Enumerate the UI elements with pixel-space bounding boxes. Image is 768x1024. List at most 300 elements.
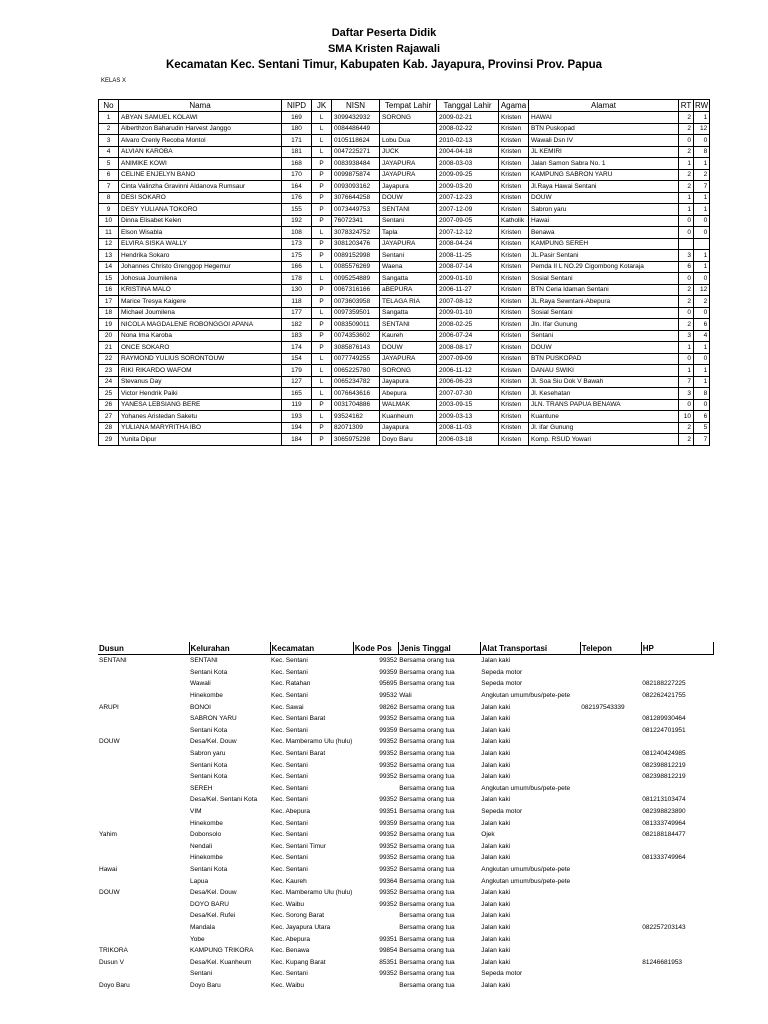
address-cell: 99352 <box>379 831 398 839</box>
address-cell: Bersama orang tua <box>399 715 455 723</box>
address-cell: 082257203143 <box>642 923 686 931</box>
address-cell <box>641 887 713 899</box>
student-cell: 2006-11-12 <box>437 365 499 377</box>
student-cell: 0099875874 <box>332 169 380 181</box>
address-cell: Yobe <box>190 935 205 943</box>
student-cell: Michael Joumilena <box>119 307 282 319</box>
student-cell: 3 <box>679 388 694 400</box>
student-cell: 2 <box>679 112 694 124</box>
student-cell: P <box>312 342 332 354</box>
address-cell: Wawali <box>190 680 211 688</box>
student-cell: ALVIAN KAROBA <box>119 146 282 158</box>
student-cell: 14 <box>99 261 119 273</box>
student-cell: Katholik <box>499 215 529 227</box>
student-cell: RAYMOND YULIUS SORONTOUW <box>119 353 282 365</box>
address-cell: 081333749964 <box>642 819 686 827</box>
address-cell: Bersama orang tua <box>399 703 455 711</box>
student-cell: 2 <box>679 123 694 135</box>
address-cell <box>580 806 641 818</box>
address-cell: Jalan kaki <box>481 958 511 966</box>
address-cell: Kec. Sentani <box>271 970 308 978</box>
student-cell: Kristen <box>499 342 529 354</box>
student-cell: 10 <box>99 215 119 227</box>
student-cell: Victor Hendrik Paiki <box>119 388 282 400</box>
address-cell: 082398812219 <box>642 761 686 769</box>
student-cell <box>380 123 437 135</box>
student-cell: P <box>312 250 332 262</box>
address-cell: Jalan kaki <box>481 923 511 931</box>
student-cell: 1 <box>694 192 710 204</box>
address-cell: 082188184477 <box>642 831 686 839</box>
table-row <box>98 806 713 818</box>
address-cell: SABRON YARU <box>190 715 237 723</box>
address-cell: Angkutan umum/bus/pete-pete <box>481 865 571 873</box>
student-cell: Kuanheum <box>380 411 437 423</box>
address-cell: Sentani Kota <box>190 726 228 734</box>
address-cell <box>580 922 641 934</box>
address-cell: Bersama orang tua <box>399 854 455 862</box>
student-cell: 5 <box>694 422 710 434</box>
address-cell <box>580 933 641 945</box>
address-cell: Hinekombe <box>190 819 223 827</box>
address-cell <box>580 713 641 725</box>
table-row <box>98 655 713 667</box>
student-cell: 2008-11-03 <box>437 422 499 434</box>
table-row <box>99 273 710 285</box>
address-cell: Kec. Kaureh <box>271 877 307 885</box>
address-cell <box>641 667 713 679</box>
student-table <box>98 99 710 446</box>
address-cell: Kec. Waibu <box>271 900 304 908</box>
student-cell: L <box>312 227 332 239</box>
student-cell: 2008-07-14 <box>437 261 499 273</box>
address-cell: Bersama orang tua <box>399 726 455 734</box>
student-cell: 154 <box>282 353 312 365</box>
table-row <box>99 158 710 170</box>
student-cell: P <box>312 319 332 331</box>
student-cell: 2006-03-18 <box>437 434 499 446</box>
student-cell: Kristen <box>499 158 529 170</box>
student-cell: L <box>312 123 332 135</box>
student-cell: Kristen <box>499 123 529 135</box>
student-cell: BTN Puskopad <box>529 123 679 135</box>
student-cell: 2006-11-27 <box>437 284 499 296</box>
address-cell: SENTANI <box>99 657 127 665</box>
student-cell: Jln. Ifar Gunung <box>529 319 679 331</box>
address-cell <box>580 852 641 864</box>
student-cell: P <box>312 296 332 308</box>
student-cell: 175 <box>282 250 312 262</box>
address-cell <box>641 701 713 713</box>
student-cell: Johannes Christo Grenggop Hegemur <box>119 261 282 273</box>
address-cell: Kec. Mamberamo Ulu (hulu) <box>271 738 353 746</box>
student-cell: 0074353602 <box>332 330 380 342</box>
student-cell: 181 <box>282 146 312 158</box>
address-cell <box>98 759 189 771</box>
student-cell: 0065225780 <box>332 365 380 377</box>
student-cell: P <box>312 330 332 342</box>
student-cell: JL KEMIRI <box>529 146 679 158</box>
table-row <box>99 112 710 124</box>
student-cell: CELINE ENJELYN BANO <box>119 169 282 181</box>
address-cell: 99352 <box>379 773 398 781</box>
student-cell: P <box>312 215 332 227</box>
address-cell: Bersama orang tua <box>399 831 455 839</box>
address-cell <box>580 655 641 667</box>
address-cell: Desa/Kel. Douw <box>190 889 237 897</box>
student-cell: aBEPURA <box>380 284 437 296</box>
address-cell: Jalan kaki <box>481 981 511 989</box>
student-cell: Kristen <box>499 434 529 446</box>
student-cell: 6 <box>679 261 694 273</box>
table-row <box>98 713 713 725</box>
student-cell: 155 <box>282 204 312 216</box>
address-cell: DOYO BARU <box>190 900 230 908</box>
student-cell: Stevanus Day <box>119 376 282 388</box>
address-cell: Kec. Mamberamo Ulu (hulu) <box>271 889 353 897</box>
student-cell: Sangatta <box>380 273 437 285</box>
address-cell: Nendali <box>190 842 213 850</box>
address-cell: Jalan kaki <box>481 726 511 734</box>
address-cell: Kec. Waibu <box>271 981 304 989</box>
address-cell: Jalan kaki <box>481 715 511 723</box>
student-cell <box>679 238 694 250</box>
student-cell: WALMAK <box>380 399 437 411</box>
address-cell: Kec. Sawai <box>271 703 304 711</box>
address-cell: 081333749964 <box>642 854 686 862</box>
address-cell <box>580 771 641 783</box>
student-cell: 23 <box>99 365 119 377</box>
address-cell: Bersama orang tua <box>399 680 455 688</box>
address-cell: 99352 <box>379 761 398 769</box>
student-cell: HAWAI <box>529 112 679 124</box>
student-cell: Sosial Sentani <box>529 307 679 319</box>
student-cell: 24 <box>99 376 119 388</box>
student-cell: 184 <box>282 434 312 446</box>
student-cell: P <box>312 399 332 411</box>
student-cell: BTN PUSKOPAD <box>529 353 679 365</box>
student-cell: 118 <box>282 296 312 308</box>
address-cell <box>641 783 713 795</box>
student-cell: 16 <box>99 284 119 296</box>
student-cell: 0 <box>694 135 710 147</box>
address-cell <box>580 794 641 806</box>
student-cell: 127 <box>282 376 312 388</box>
address-cell: Doyo Baru <box>190 981 221 989</box>
student-cell: 2 <box>694 169 710 181</box>
address-cell: Kec. Ratahan <box>271 680 311 688</box>
student-cell: 26 <box>99 399 119 411</box>
student-cell: 2 <box>679 319 694 331</box>
student-cell: L <box>312 146 332 158</box>
student-cell: Alberthzon Baharudin Harvest Janggo <box>119 123 282 135</box>
student-cell: Lobu Dua <box>380 135 437 147</box>
table-row <box>98 933 713 945</box>
address-cell: 081240424985 <box>642 750 686 758</box>
student-header-1: Nama <box>119 100 282 112</box>
address-cell <box>641 968 713 980</box>
address-cell: Jalan kaki <box>481 657 511 665</box>
address-cell: 99359 <box>379 819 398 827</box>
student-cell: 0047225271 <box>332 146 380 158</box>
table-row <box>99 353 710 365</box>
address-cell: Jalan kaki <box>481 842 511 850</box>
student-cell: 1 <box>694 112 710 124</box>
student-cell: Cinta Valinzha Gravinni Aldanova Rumsaur <box>119 181 282 193</box>
student-cell: L <box>312 135 332 147</box>
student-cell: Jl. Soa Siu Dok V Bawah <box>529 376 679 388</box>
student-cell: RIKI RIKARDO WAFOM <box>119 365 282 377</box>
student-cell: 3076644258 <box>332 192 380 204</box>
student-cell: 5 <box>99 158 119 170</box>
address-cell: Ojek <box>481 831 495 839</box>
student-cell: Hendrika Sokaro <box>119 250 282 262</box>
student-cell: 7 <box>694 434 710 446</box>
student-cell: 2009-01-10 <box>437 273 499 285</box>
address-cell: Bersama orang tua <box>399 784 455 792</box>
address-cell <box>641 841 713 853</box>
student-cell: 0 <box>679 215 694 227</box>
address-cell <box>580 667 641 679</box>
student-cell: 15 <box>99 273 119 285</box>
student-cell: 183 <box>282 330 312 342</box>
address-cell: Bersama orang tua <box>399 947 455 955</box>
student-cell: Kristen <box>499 227 529 239</box>
address-cell: BONOI <box>190 703 211 711</box>
student-cell: 2 <box>679 181 694 193</box>
address-cell: Kec. Abepura <box>271 808 311 816</box>
address-cell: Jalan kaki <box>481 773 511 781</box>
table-row <box>98 898 713 910</box>
address-cell: 081213103474 <box>642 796 686 804</box>
address-cell: Jalan kaki <box>481 750 511 758</box>
student-cell: 7 <box>694 181 710 193</box>
address-cell: Sepeda motor <box>481 680 523 688</box>
address-cell: Bersama orang tua <box>399 750 455 758</box>
student-cell: Kristen <box>499 365 529 377</box>
address-cell: Kec. Sentani <box>271 761 308 769</box>
address-cell <box>580 759 641 771</box>
student-cell: P <box>312 284 332 296</box>
student-cell: Sentani <box>529 330 679 342</box>
address-cell: 99352 <box>379 865 398 873</box>
address-cell: Kec. Kupang Barat <box>271 958 326 966</box>
student-cell: 2006-06-23 <box>437 376 499 388</box>
student-cell: 2007-09-05 <box>437 215 499 227</box>
address-cell <box>98 817 189 829</box>
address-cell <box>98 806 189 818</box>
school-name: SMA Kristen Rajawali <box>327 43 441 55</box>
student-cell: 2006-07-24 <box>437 330 499 342</box>
table-row <box>99 365 710 377</box>
address-cell: Yahim <box>99 831 117 839</box>
student-cell: 12 <box>694 123 710 135</box>
address-cell: Sentani Kota <box>190 761 228 769</box>
address-cell: Bersama orang tua <box>399 819 455 827</box>
address-header-6: Telepon <box>580 642 641 655</box>
student-cell: 29 <box>99 434 119 446</box>
table-row <box>98 968 713 980</box>
table-row <box>98 945 713 957</box>
student-cell: 177 <box>282 307 312 319</box>
table-row <box>98 980 713 992</box>
address-cell <box>641 875 713 887</box>
table-row <box>99 296 710 308</box>
student-cell: 173 <box>282 238 312 250</box>
student-cell: SORONG <box>380 112 437 124</box>
student-cell: 2003-09-15 <box>437 399 499 411</box>
student-cell: 0 <box>679 399 694 411</box>
address-cell: Bersama orang tua <box>399 958 455 966</box>
address-cell: Kec. Sentani <box>271 831 308 839</box>
student-cell: 2 <box>679 169 694 181</box>
student-cell: 0 <box>694 353 710 365</box>
student-cell: 20 <box>99 330 119 342</box>
table-row <box>98 701 713 713</box>
address-cell <box>580 910 641 922</box>
address-cell: Desa/Kel. Sentani Kota <box>190 796 258 804</box>
student-cell: DANAU SWIKI <box>529 365 679 377</box>
student-cell: 192 <box>282 215 312 227</box>
address-table <box>98 642 714 991</box>
table-row <box>99 135 710 147</box>
student-cell: 108 <box>282 227 312 239</box>
address-cell: Bersama orang tua <box>399 912 455 920</box>
address-cell: Jalan kaki <box>481 854 511 862</box>
student-cell: Komp. RSUD Yowari <box>529 434 679 446</box>
table-row <box>98 725 713 737</box>
student-cell: 2008-02-25 <box>437 319 499 331</box>
address-cell: Kec. Sentani <box>271 865 308 873</box>
student-cell: Kristen <box>499 399 529 411</box>
address-cell: Bersama orang tua <box>399 773 455 781</box>
table-row <box>99 123 710 135</box>
student-cell: 9 <box>99 204 119 216</box>
student-cell: SENTANI <box>380 319 437 331</box>
address-cell: Wali <box>399 692 412 700</box>
table-row <box>98 667 713 679</box>
student-cell: 2008-02-22 <box>437 123 499 135</box>
address-cell: Kec. Sentani Timur <box>271 842 326 850</box>
table-row <box>99 411 710 423</box>
address-cell: Sentani Kota <box>190 668 228 676</box>
address-cell <box>641 910 713 922</box>
student-cell: 3 <box>99 135 119 147</box>
student-cell: P <box>312 158 332 170</box>
address-cell: 082398823890 <box>642 808 686 816</box>
table-row <box>98 841 713 853</box>
student-cell: Kristen <box>499 296 529 308</box>
student-cell: 2007-08-12 <box>437 296 499 308</box>
address-cell: Desa/Kel. Kuanheum <box>190 958 252 966</box>
student-cell: 0 <box>679 273 694 285</box>
address-cell: 99351 <box>379 935 398 943</box>
student-cell: 2 <box>679 422 694 434</box>
student-cell: Sabron yaru <box>529 204 679 216</box>
student-cell: 168 <box>282 158 312 170</box>
student-cell: 0067316166 <box>332 284 380 296</box>
address-cell: Kec. Sentani <box>271 819 308 827</box>
student-cell: Jayapura <box>380 376 437 388</box>
address-cell <box>641 933 713 945</box>
table-row <box>99 146 710 158</box>
student-cell: 180 <box>282 123 312 135</box>
address-cell: Kec. Sentani <box>271 692 308 700</box>
student-cell: P <box>312 169 332 181</box>
student-cell: 0 <box>694 307 710 319</box>
student-cell: Kaureh <box>380 330 437 342</box>
student-cell: 10 <box>679 411 694 423</box>
address-cell: Jalan kaki <box>481 935 511 943</box>
student-cell: 17 <box>99 296 119 308</box>
student-cell: 1 <box>694 261 710 273</box>
student-cell: Nona Ima Karoba <box>119 330 282 342</box>
table-row <box>98 690 713 702</box>
address-cell <box>98 875 189 887</box>
student-cell: L <box>312 261 332 273</box>
address-cell: Kec. Jayapura Utara <box>271 923 331 931</box>
student-cell: Kristen <box>499 284 529 296</box>
address-cell <box>641 898 713 910</box>
student-cell: 1 <box>679 204 694 216</box>
address-cell: 98262 <box>379 703 398 711</box>
student-cell: 193 <box>282 411 312 423</box>
student-cell: 2 <box>679 296 694 308</box>
address-cell: VIM <box>190 808 202 816</box>
student-cell: 171 <box>282 135 312 147</box>
address-cell <box>580 956 641 968</box>
table-row <box>98 678 713 690</box>
table-row <box>98 875 713 887</box>
address-cell: Sepeda motor <box>481 808 523 816</box>
address-cell: Bersama orang tua <box>399 842 455 850</box>
address-cell: Jalan kaki <box>481 947 511 955</box>
student-cell: 27 <box>99 411 119 423</box>
student-cell: L <box>312 353 332 365</box>
address-cell <box>98 968 189 980</box>
student-cell: Jl. ifar Gunung <box>529 422 679 434</box>
student-cell: 4 <box>694 330 710 342</box>
student-cell: JLN. TRANS PAPUA BENAWA <box>529 399 679 411</box>
table-row <box>98 771 713 783</box>
student-cell: 1 <box>679 365 694 377</box>
address-cell: 082398812219 <box>642 773 686 781</box>
address-cell <box>98 922 189 934</box>
student-cell: P <box>312 204 332 216</box>
student-cell: 194 <box>282 422 312 434</box>
student-cell: 0065234782 <box>332 376 380 388</box>
address-cell <box>98 678 189 690</box>
student-cell: 22 <box>99 353 119 365</box>
address-header-4: Jenis Tinggal <box>398 642 480 655</box>
student-cell: L <box>312 365 332 377</box>
address-cell: Sepeda motor <box>481 970 523 978</box>
address-cell <box>353 980 398 992</box>
student-cell: BTN Ceria Idaman Sentani <box>529 284 679 296</box>
student-header-9: RT <box>679 100 694 112</box>
table-row <box>98 783 713 795</box>
table-row <box>99 399 710 411</box>
address-cell: Kec. Sentani <box>271 657 308 665</box>
address-cell: Bersama orang tua <box>399 761 455 769</box>
student-cell: ONCE SOKARO <box>119 342 282 354</box>
address-cell: Lapua <box>190 877 209 885</box>
address-cell: 99532 <box>379 692 398 700</box>
student-cell: 178 <box>282 273 312 285</box>
address-cell: Kec. Sentani <box>271 784 308 792</box>
address-cell <box>98 783 189 795</box>
student-cell: Wawali Dsn IV <box>529 135 679 147</box>
